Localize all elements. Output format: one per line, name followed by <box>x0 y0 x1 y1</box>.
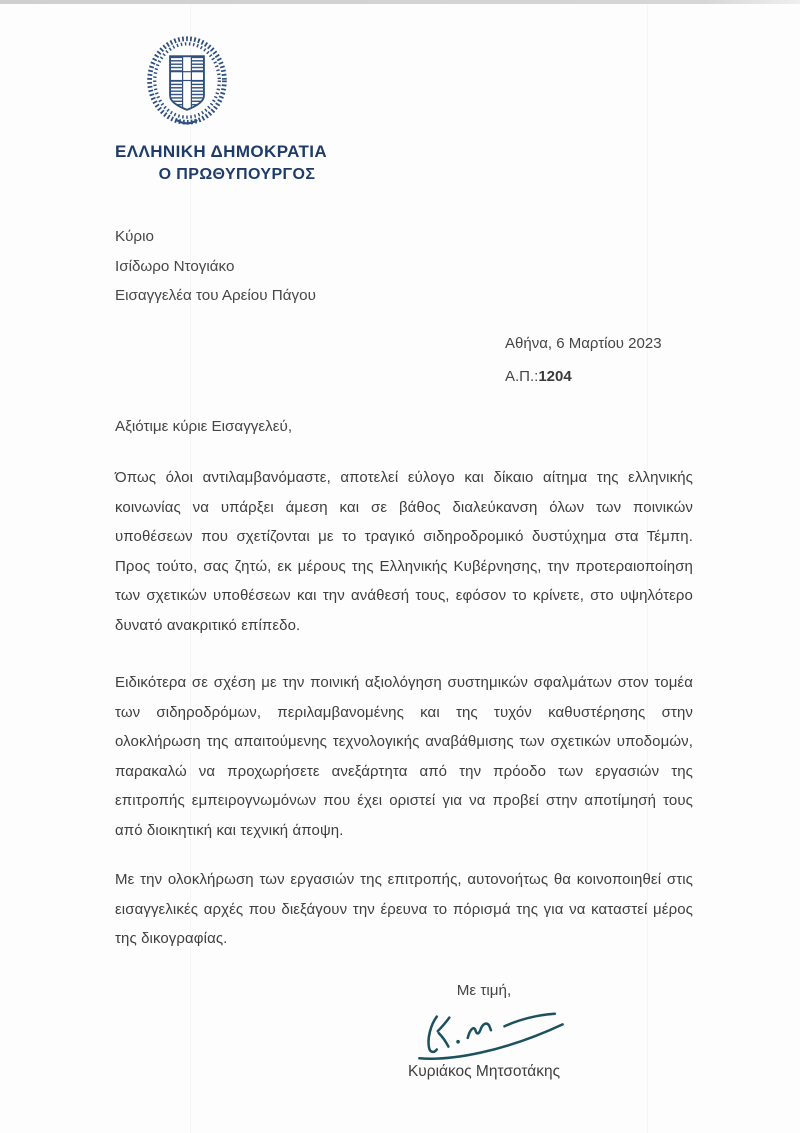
signatory-name: Κυριάκος Μητσοτάκης <box>407 1063 561 1080</box>
protocol-number: 1204 <box>538 367 572 385</box>
handwritten-signature-icon <box>404 1005 576 1065</box>
protocol-line <box>505 360 800 393</box>
meta-block <box>505 327 800 393</box>
body-paragraph-2: Ειδικότερα σε σχέση με την ποινική αξιολόγηση συστημικών σφαλμάτων στον τομέα των σιδηροδρόμων, περιλαμβανομένης και της τυχόν καθυστέρησης στην ολοκλήρωση της απαιτούμενης τεχνολογικής αναβάθμισης των σχετικών υποδομών, παρακαλώ να προχωρήσετε ανεξάρτητα από την πρόοδο των εργασιών της επιτροπής εμπειρογνωμόνων που έχει οριστεί για να προβεί στην αποτίμησή τους από διοικητική και τεχνική άποψη. <box>115 674 693 839</box>
recipient-line-salutation: Κύριο <box>115 228 154 245</box>
scan-edge-top <box>0 0 800 4</box>
office-title: Ο ΠΡΩΘΥΠΟΥΡΓΟΣ <box>158 166 316 183</box>
greek-coat-of-arms-icon <box>143 32 231 129</box>
valediction: Με τιμή, <box>456 981 512 999</box>
fold-line-right <box>647 4 648 1133</box>
fold-line-left <box>190 4 191 1133</box>
salutation: Αξιότιμε κύριε Εισαγγελεύ, <box>115 417 293 435</box>
protocol-label: Α.Π.: <box>505 367 539 385</box>
recipient-block <box>115 222 693 311</box>
body-paragraph-3: Με την ολοκλήρωση των εργασιών της επιτροπής, αυτονοήτως θα κοινοποιηθεί στις εισαγγελικές αρχές που διεξάγουν την έρευνα το πόρισμά της για να καταστεί μέρος της δικογραφίας. <box>115 871 693 947</box>
place-date-line: Αθήνα, 6 Μαρτίου 2023 <box>505 334 662 352</box>
republic-name: ΕΛΛΗΝΙΚΗ ΔΗΜΟΚΡΑΤΙΑ <box>115 142 328 161</box>
recipient-line-title: Εισαγγελέα του Αρείου Πάγου <box>115 287 316 304</box>
letterhead <box>115 32 359 184</box>
recipient-line-name: Ισίδωρο Ντογιάκο <box>115 257 235 275</box>
body-paragraph-1: Όπως όλοι αντιλαμβανόμαστε, αποτελεί εύλογο και δίκαιο αίτημα της ελληνικής κοινωνίας να υπάρξει άμεση και σε βάθος διαλεύκανση όλων των ποινικών υποθέσεων που σχετίζονται με το τραγικό σιδηροδρομικό δυστύχημα στα Τέμπη. Προς τούτο, σας ζητώ, εκ μέρους της Ελληνικής Κυβέρνησης, την προτεραιοποίηση των σχετικών υποθέσεων και την ανάθεσή τους, εφόσον το κρίνετε, στο υψηλότερο δυνατό ανακριτικό επίπεδο. <box>115 469 693 634</box>
signature-block <box>378 976 590 1082</box>
